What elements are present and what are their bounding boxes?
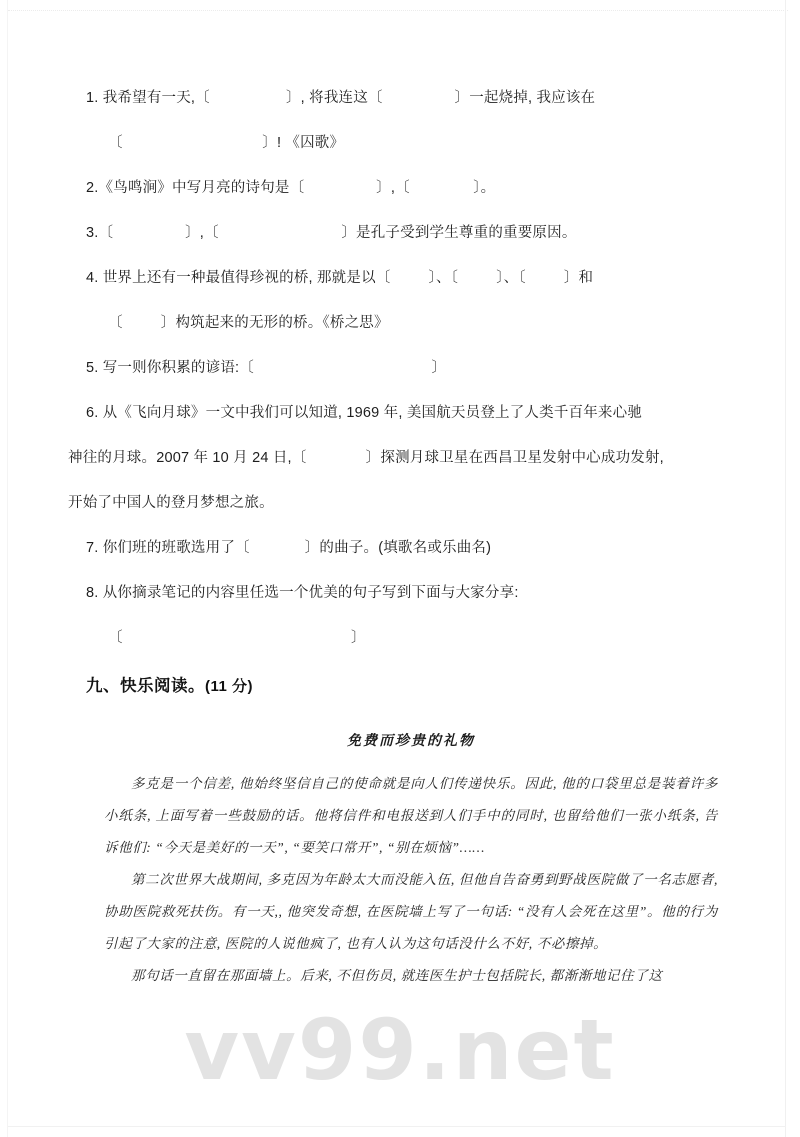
question-8-line-2: 〔 〕	[108, 630, 366, 646]
question-5-line-1: 5. 写一则你积累的谚语:〔 〕	[86, 360, 447, 376]
question-6-line-3: 开始了中国人的登月梦想之旅。	[68, 495, 274, 511]
question-3-line-1: 3.〔 〕,〔 〕是孔子受到学生尊重的重要原因。	[86, 225, 577, 241]
question-1-line-2: 〔 〕! 《囚歌》	[108, 135, 345, 151]
question-1-line-1: 1. 我希望有一天,〔 〕, 将我连这〔 〕一起烧掉, 我应该在	[86, 90, 596, 106]
question-7-line-1: 7. 你们班的班歌选用了〔 〕的曲子。(填歌名或乐曲名)	[86, 540, 492, 556]
reading-passage	[104, 730, 718, 992]
site-watermark: vv99.net	[184, 1001, 616, 1099]
question-2-line-1: 2.《鸟鸣涧》中写月亮的诗句是〔 〕,〔 〕。	[86, 180, 496, 196]
passage-title: 免费而珍贵的礼物	[347, 734, 475, 749]
passage-paragraph-2: 第二次世界大战期间, 多克因为年龄太大而没能入伍, 但他自告奋勇到野战医院做了一名志愿者, 协助医院救死扶伤。有一天,, 他突发奇想, 在医院墙上写了一句话: “没有人会死在这里”。他的行为引起了大家的注意, 医院的人说他疯了, 也有人认为这句话没什么不好, 不必擦掉。	[104, 872, 718, 951]
question-4-line-1: 4. 世界上还有一种最值得珍视的桥, 那就是以〔 〕、〔 〕、〔 〕和	[86, 270, 594, 286]
passage-paragraph-3: 那句话一直留在那面墙上。后来, 不但伤员, 就连医生护士包括院长, 都渐渐地记住了这	[131, 968, 663, 983]
page-edge-bottom	[8, 1126, 786, 1127]
page-edge-left	[7, 0, 8, 1137]
question-6-line-2: 神往的月球。2007 年 10 月 24 日,〔 〕探测月球卫星在西昌卫星发射中心成功发射,	[68, 450, 664, 466]
page-edge-right	[785, 0, 786, 1137]
question-8-line-1: 8. 从你摘录笔记的内容里任选一个优美的句子写到下面与大家分享:	[86, 585, 519, 601]
question-4-line-2: 〔 〕构筑起来的无形的桥。《桥之思》	[108, 315, 389, 331]
section-score-label: (11 分)	[205, 678, 254, 695]
page-edge-top	[8, 10, 788, 12]
fill-in-the-blank-section	[68, 76, 726, 661]
section-heading-nine	[86, 672, 253, 696]
question-6-line-1: 6. 从《飞向月球》一文中我们可以知道, 1969 年, 美国航天员登上了人类千百年来心驰	[86, 405, 643, 421]
passage-paragraph-1: 多克是一个信差, 他始终坚信自己的使命就是向人们传递快乐。因此, 他的口袋里总是装着许多小纸条, 上面写着一些鼓励的话。他将信件和电报送到人们手中的同时, 也留给他们一张小纸条, 告诉他们: “今天是美好的一天”, “要笑口常开”, “别在烦恼”……	[104, 776, 718, 855]
section-heading-label: 九、快乐阅读。	[86, 677, 205, 695]
